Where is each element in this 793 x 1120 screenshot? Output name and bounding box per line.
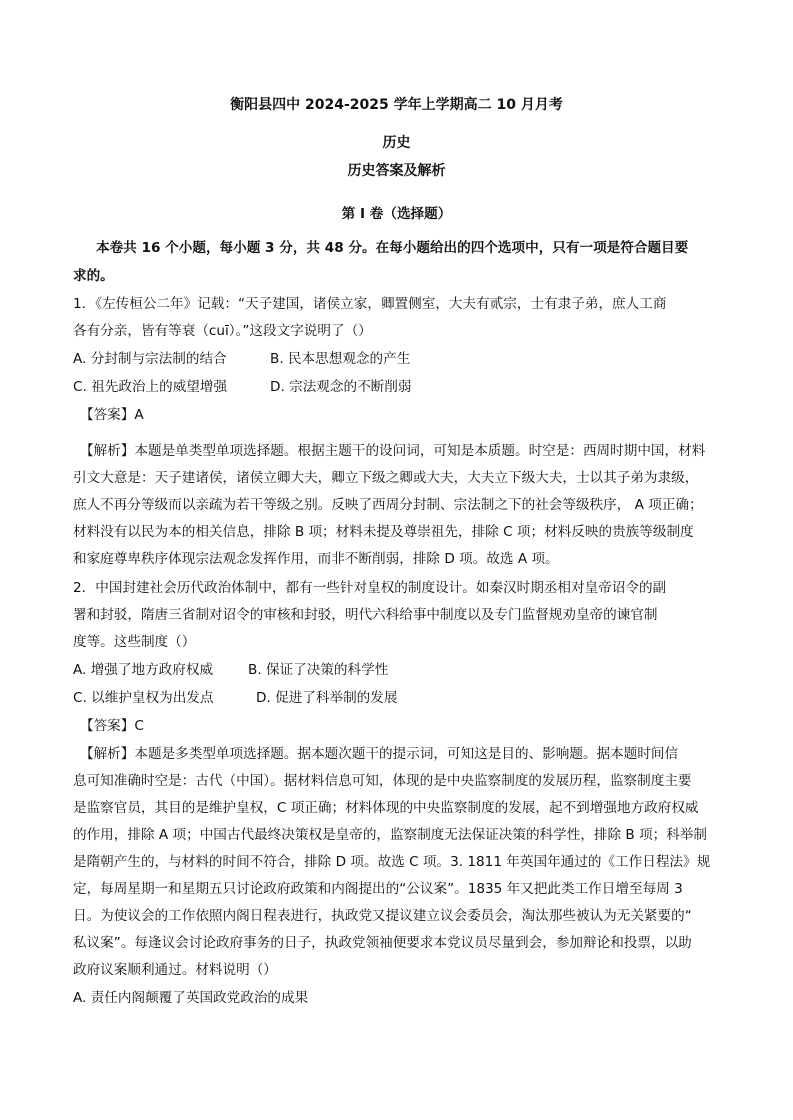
q1-stem-line-2: 各有分亲，皆有等衰（cuī）。”这段文字说明了（） bbox=[73, 323, 372, 339]
q2-analysis-line-4: 的作用，排除 A 项；中国古代最终决策权是皇帝的，监察制度无法保证决策的科学性，排除 B 项；科举制 bbox=[73, 827, 708, 843]
q2-stem-line-2: 署和封驳，隋唐三省制对诏令的审核和封驳，明代六科给事中制度以及专门监督规劝皇帝的谏官制 bbox=[73, 607, 658, 623]
q2-analysis-line-5: 是隋朝产生的，与材料的时间不符合，排除 D 项。故选 C 项。3. 1811 年英国年通过的《工作日程法》规 bbox=[73, 854, 711, 870]
intro-line-1: 本卷共 16 个小题，每小题 3 分，共 48 分。在每小题给出的四个选项中，只有一项是符合题目要 bbox=[96, 240, 689, 256]
q1-option-b: B. 民本思想观念的产生 bbox=[270, 351, 411, 367]
q2-stem-line-1: 2．中国封建社会历代政治体制中，都有一些针对皇权的制度设计。如秦汉时期丞相对皇帝诏令的副 bbox=[73, 580, 667, 596]
answer-subtitle: 历史答案及解析 bbox=[347, 163, 446, 179]
q2-stem-line-3: 度等。这些制度（） bbox=[73, 634, 196, 650]
q3-option-a: A. 责任内阁颠覆了英国政党政治的成果 bbox=[73, 990, 309, 1006]
q2-option-d: D. 促进了科举制的发展 bbox=[256, 690, 398, 706]
q1-analysis-line-4: 材料没有以民为本的相关信息，排除 B 项；材料未提及尊崇祖先，排除 C 项；材料反映的贵族等级制度 bbox=[73, 524, 694, 540]
q1-analysis-line-3: 庶人不再分等级而以亲疏为若干等级之别。反映了西周分封制、宗法制之下的社会等级秩序， A 项正确； bbox=[73, 497, 703, 513]
q1-option-d: D. 宗法观念的不断削弱 bbox=[270, 379, 412, 395]
q1-answer: 【答案】A bbox=[80, 407, 144, 423]
q1-analysis-line-1: 【解析】本题是单类型单项选择题。根据主题干的设问词，可知是本质题。时空是：西周时期中国，材料 bbox=[80, 443, 706, 459]
q1-option-a: A. 分封制与宗法制的结合 bbox=[73, 351, 227, 367]
q1-stem-line-1: 1．《左传桓公二年》记载：“天子建国，诸侯立家，卿置侧室，大夫有贰宗，士有隶子弟，庶人工商 bbox=[73, 296, 667, 312]
q2-answer: 【答案】C bbox=[80, 718, 144, 734]
intro-line-2: 求的。 bbox=[73, 268, 114, 284]
q2-option-c: C. 以维护皇权为出发点 bbox=[73, 690, 214, 706]
q1-analysis-line-5: 和家庭尊卑秩序体现宗法观念发挥作用，而非不断削弱，排除 D 项。故选 A 项。 bbox=[73, 551, 559, 567]
q2-analysis-line-9: 政府议案顺利通过。材料说明（） bbox=[73, 962, 277, 978]
q1-analysis-line-2: 引文大意是：天子建诸侯，诸侯立卿大夫，卿立下级之卿或大夫，大夫立下级大夫，士以其子弟为隶级， bbox=[73, 470, 699, 486]
q1-option-c: C. 祖先政治上的威望增强 bbox=[73, 379, 228, 395]
exam-title: 衡阳县四中 2024-2025 学年上学期高二 10 月月考 bbox=[230, 97, 563, 113]
q2-analysis-line-7: 日。为使议会的工作依照内阁日程表进行，执政党又提议建立议会委员会，淘汰那些被认为无关紧要的“ bbox=[73, 908, 692, 924]
q2-analysis-line-1: 【解析】本题是多类型单项选择题。据本题次题干的提示词，可知这是目的、影响题。据本题时间信 bbox=[80, 746, 679, 762]
section-title: 第 I 卷（选择题） bbox=[341, 206, 452, 222]
q2-analysis-line-8: 私议案”。每逢议会讨论政府事务的日子，执政党领袖便要求本党议员尽量到会，参加辩论和投票，以助 bbox=[73, 935, 692, 951]
subject-title: 历史 bbox=[382, 135, 411, 151]
q2-analysis-line-2: 息可知准确时空是：古代（中国）。据材料信息可知，体现的是中央监察制度的发展历程，监察制度主要 bbox=[73, 773, 692, 789]
q2-option-a: A. 增强了地方政府权威 bbox=[73, 662, 214, 678]
q2-option-b: B. 保证了决策的科学性 bbox=[248, 662, 389, 678]
q2-analysis-line-3: 是监察官员，其目的是维护皇权，C 项正确；材料体现的中央监察制度的发展，起不到增强地方政府权威 bbox=[73, 800, 699, 816]
q2-analysis-line-6: 定，每周星期一和星期五只讨论政府政策和内阁提出的“公议案”。1835 年又把此类工作日增至每周 3 bbox=[73, 881, 683, 897]
